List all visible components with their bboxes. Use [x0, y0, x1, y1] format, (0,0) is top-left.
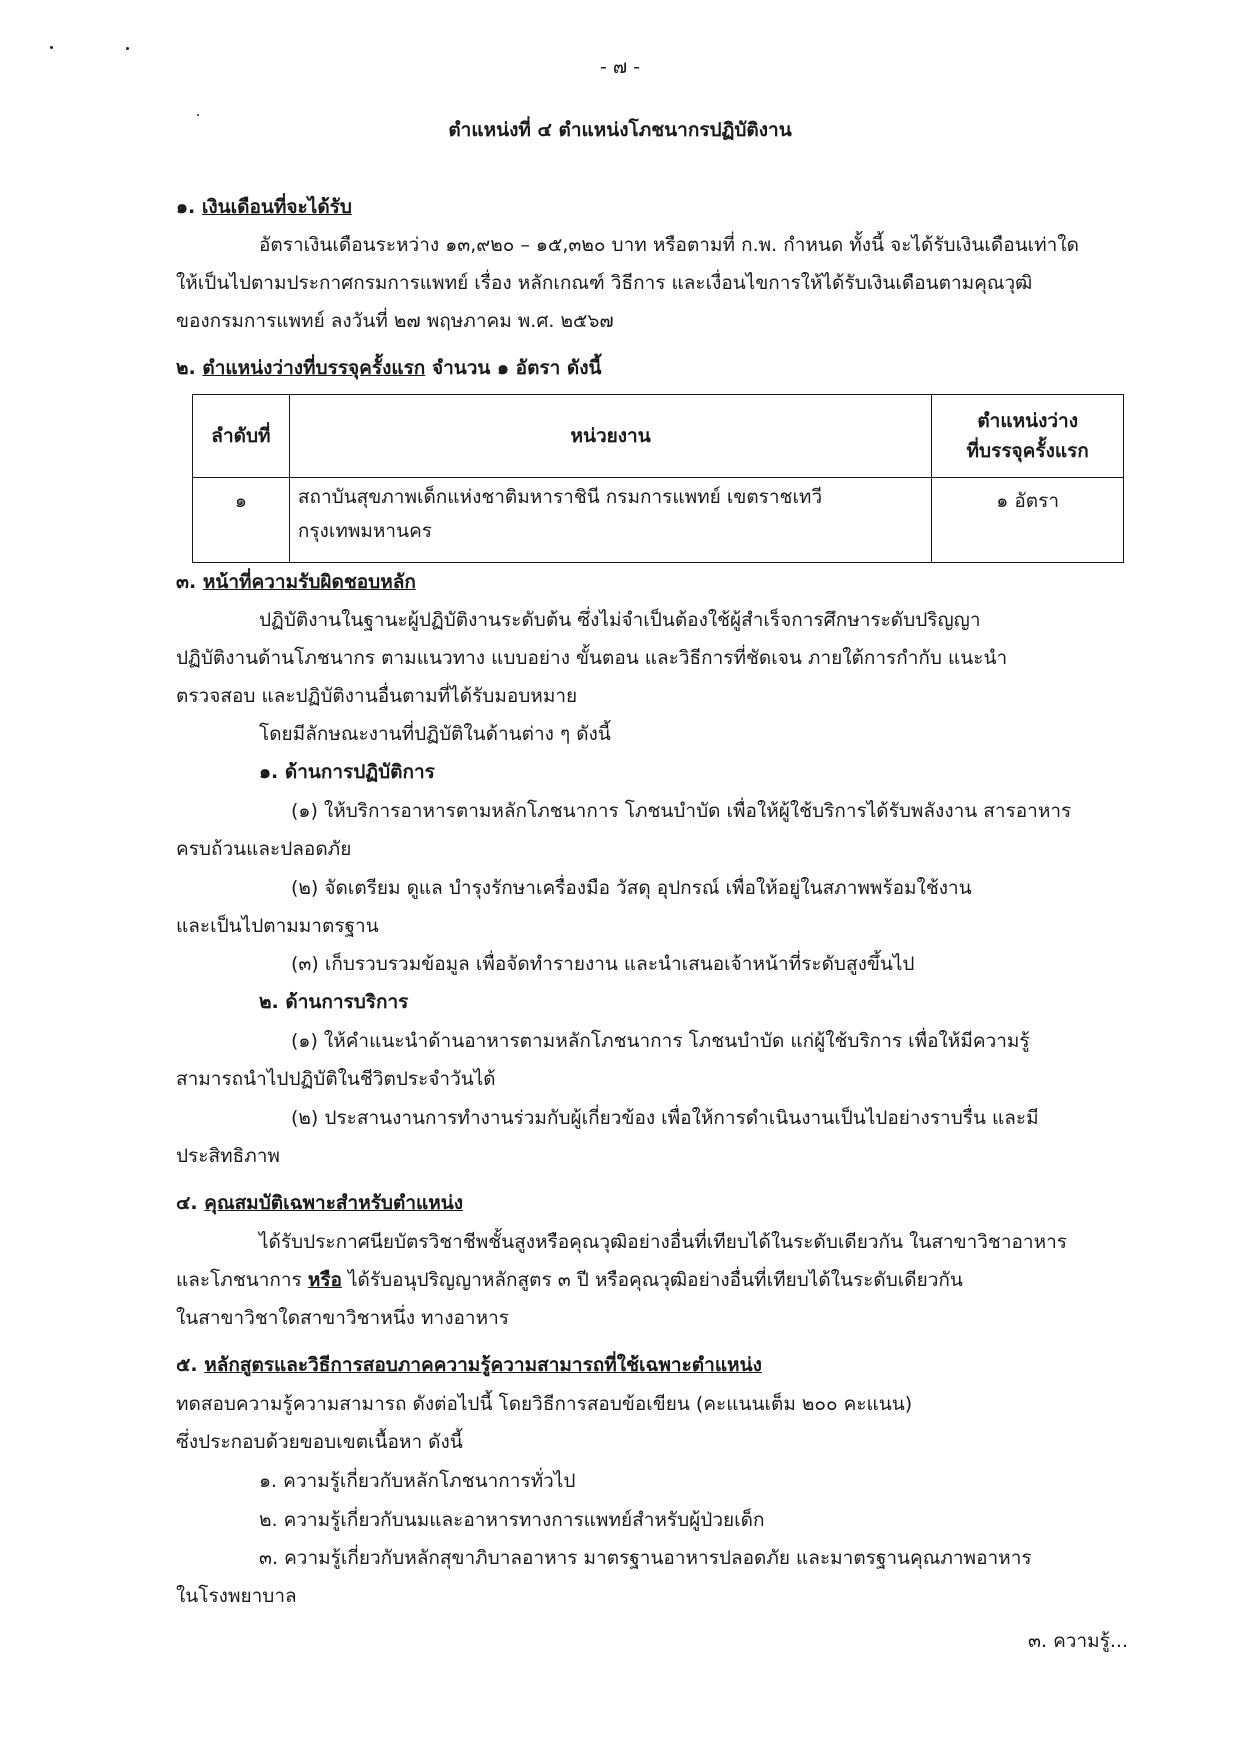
- area-1-item: และเป็นไปตามมาตรฐาน: [176, 915, 379, 937]
- area-2-item: สามารถนำไปปฏิบัติในชีวิตประจำวันได้: [176, 1068, 496, 1090]
- scan-speck: [126, 47, 129, 50]
- vacancy-table: [192, 394, 1124, 563]
- section-1-line: อัตราเงินเดือนระหว่าง ๑๓,๙๒๐ – ๑๕,๓๒๐ บาท หรือตามที่ ก.พ. กำหนด ทั้งนี้ จะได้รับเงินเดือนเท่าใด: [259, 234, 1079, 256]
- table-cell-unit: [289, 478, 932, 563]
- section-4-heading: [176, 1188, 463, 1218]
- area-1-item: (๑) ให้บริการอาหารตามหลักโภชนาการ โภชนบำบัด เพื่อให้ผู้ใช้บริการได้รับพลังงาน สารอาหาร: [291, 800, 1072, 822]
- section-2-count: จำนวน ๑ อัตรา ดังนี้: [431, 357, 602, 379]
- area-2-item: (๑) ให้คำแนะนำด้านอาหารตามหลักโภชนาการ โภชนบำบัด แก่ผู้ใช้บริการ เพื่อให้มีความรู้: [291, 1030, 1030, 1052]
- continuation-text: ๓. ความรู้...: [1028, 1630, 1128, 1652]
- section-1-title: เงินเดือนที่จะได้รับ: [201, 196, 352, 218]
- section-5-item: ๓. ความรู้เกี่ยวกับหลักสุขาภิบาลอาหาร มาตรฐานอาหารปลอดภัย และมาตรฐานคุณภาพอาหาร: [259, 1547, 1032, 1569]
- area-2-item: ประสิทธิภาพ: [176, 1145, 280, 1167]
- section-4-line: ได้รับประกาศนียบัตรวิชาชีพชั้นสูงหรือคุณวุฒิอย่างอื่นที่เทียบได้ในระดับเดียวกัน ในสาขาวิชาอาหาร: [259, 1231, 1067, 1253]
- column-header-order: ลำดับที่: [193, 395, 290, 478]
- section-3-title: หน้าที่ความรับผิดชอบหลัก: [202, 571, 416, 593]
- section-3-intro-line: ปฏิบัติงานในฐานะผู้ปฏิบัติงานระดับต้น ซึ่งไม่จำเป็นต้องใช้ผู้สำเร็จการศึกษาระดับปริญญา: [259, 609, 981, 631]
- section-3-intro-line: ปฏิบัติงานด้านโภชนากร ตามแนวทาง แบบอย่าง ขั้นตอน และวิธีการที่ชัดเจน ภายใต้การกำกับ แนะนำ: [176, 647, 1008, 669]
- section-3-heading: [176, 567, 416, 597]
- section-3-intro-line: โดยมีลักษณะงานที่ปฏิบัติในด้านต่าง ๆ ดังนี้: [259, 723, 611, 745]
- section-5-line: ซึ่งประกอบด้วยขอบเขตเนื้อหา ดังนี้: [176, 1431, 463, 1453]
- section-5-item: ๑. ความรู้เกี่ยวกับหลักโภชนาการทั่วไป: [259, 1470, 576, 1492]
- section-1-line: ของกรมการแพทย์ ลงวันที่ ๒๗ พฤษภาคม พ.ศ. ๒๕๖๗: [176, 310, 614, 332]
- column-header-vacancy-line1: ตำแหน่งว่าง: [977, 410, 1078, 432]
- section-5-line: ทดสอบความรู้ความสามารถ ดังต่อไปนี้ โดยวิธีการสอบข้อเขียน (คะแนนเต็ม ๒๐๐ คะแนน): [176, 1393, 913, 1415]
- page-title: ตำแหน่งที่ ๔ ตำแหน่งโภชนากรปฏิบัติงาน: [448, 119, 792, 141]
- area-1-item: (๓) เก็บรวบรวมข้อมูล เพื่อจัดทำรายงาน และนำเสนอเจ้าหน้าที่ระดับสูงขึ้นไป: [291, 953, 915, 975]
- section-2-title: ตำแหน่งว่างที่บรรจุครั้งแรก: [202, 357, 426, 379]
- section-4-line2-pre: และโภชนาการ: [176, 1269, 302, 1291]
- section-4-title: คุณสมบัติเฉพาะสำหรับตำแหน่ง: [204, 1192, 464, 1214]
- area-1-item: ครบถ้วนและปลอดภัย: [176, 838, 352, 860]
- section-4-line2-post: ได้รับอนุปริญญาหลักสูตร ๓ ปี หรือคุณวุฒิอย่างอื่นที่เทียบได้ในระดับเดียวกัน: [348, 1269, 963, 1291]
- area-1-item: (๒) จัดเตรียม ดูแล บำรุงรักษาเครื่องมือ วัสดุ อุปกรณ์ เพื่อให้อยู่ในสภาพพร้อมใช้งาน: [291, 877, 972, 899]
- table-header-row: [193, 395, 1124, 478]
- table-row: [193, 478, 1124, 563]
- section-4-line: ในสาขาวิชาใดสาขาวิชาหนึ่ง ทางอาหาร: [176, 1307, 509, 1329]
- section-5-heading: [176, 1350, 762, 1380]
- area-1-title: ๑. ด้านการปฏิบัติการ: [259, 761, 435, 783]
- page-number: - ๗ -: [599, 56, 641, 78]
- section-3-intro-line: ตรวจสอบ และปฏิบัติงานอื่นตามที่ได้รับมอบหมาย: [176, 685, 578, 707]
- section-2-heading: [176, 353, 602, 383]
- section-1-line: ให้เป็นไปตามประกาศกรมการแพทย์ เรื่อง หลักเกณฑ์ วิธีการ และเงื่อนไขการให้ได้รับเงินเดือนตามคุณวุฒิ: [176, 272, 1033, 294]
- table-cell-unit-line1: สถาบันสุขภาพเด็กแห่งชาติมหาราชินี กรมการแพทย์ เขตราชเทวี: [297, 486, 823, 508]
- table-cell-order: ๑: [193, 478, 290, 563]
- scan-speck: [50, 46, 53, 49]
- section-5-title: หลักสูตรและวิธีการสอบภาคความรู้ความสามารถที่ใช้เฉพาะตำแหน่ง: [204, 1354, 762, 1376]
- column-header-vacancy: [932, 395, 1124, 478]
- section-1-number: ๑.: [176, 196, 196, 218]
- section-5-item: ๒. ความรู้เกี่ยวกับนมและอาหารทางการแพทย์สำหรับผู้ป่วยเด็ก: [259, 1509, 765, 1531]
- section-4-or: หรือ: [307, 1269, 342, 1291]
- table-cell-vacancy: ๑ อัตรา: [932, 478, 1124, 563]
- section-3-number: ๓.: [176, 571, 197, 593]
- column-header-vacancy-line2: ที่บรรจุครั้งแรก: [966, 440, 1089, 462]
- section-5-number: ๕.: [176, 1354, 198, 1376]
- section-5-item: ในโรงพยาบาล: [176, 1585, 297, 1607]
- section-1-heading: [176, 192, 352, 222]
- section-4-line: [176, 1265, 963, 1295]
- column-header-unit: หน่วยงาน: [289, 395, 932, 478]
- section-4-number: ๔.: [176, 1192, 198, 1214]
- area-2-item: (๒) ประสานงานการทำงานร่วมกับผู้เกี่ยวข้อง เพื่อให้การดำเนินงานเป็นไปอย่างราบรื่น และมี: [291, 1107, 1039, 1129]
- area-2-title: ๒. ด้านการบริการ: [259, 991, 409, 1013]
- section-2-number: ๒.: [176, 357, 196, 379]
- table-cell-unit-line2: กรุงเทพมหานคร: [297, 520, 432, 542]
